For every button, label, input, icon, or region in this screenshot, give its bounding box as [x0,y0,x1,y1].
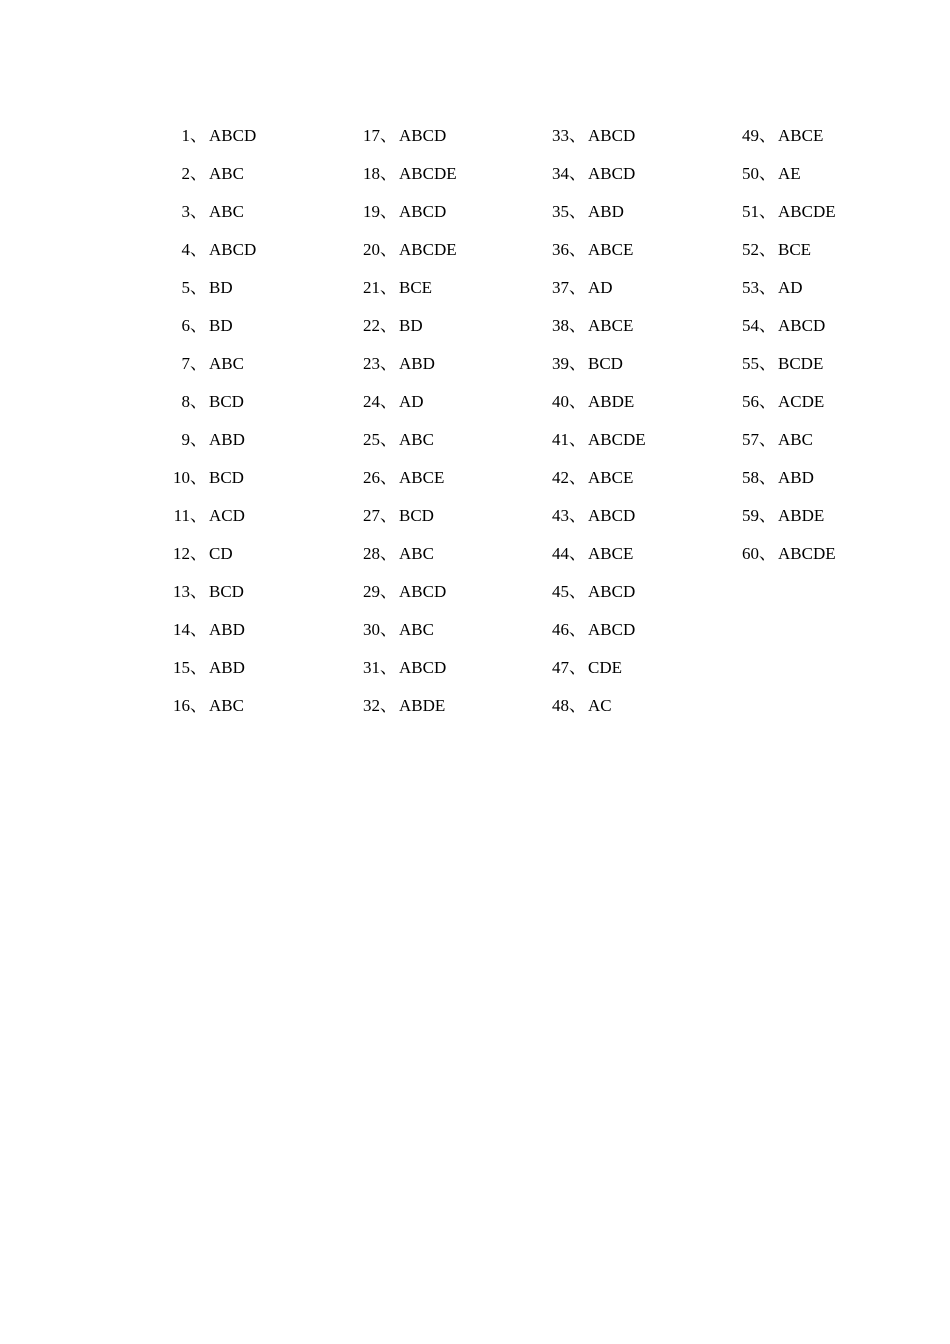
answer-choices: CD [209,544,233,563]
question-number: 44 [552,544,569,563]
answer-item [729,307,909,345]
number-separator: 、 [380,582,397,601]
answer-item [350,269,530,307]
answer-column-1 [160,117,340,725]
answer-item [729,155,909,193]
answer-item [539,269,719,307]
answer-item [539,345,719,383]
question-number: 16 [173,696,190,715]
number-separator: 、 [380,544,397,563]
answer-choices: ABD [209,430,245,449]
question-number: 15 [173,658,190,677]
answer-choices: ABC [209,202,244,221]
answer-choices: BD [399,316,423,335]
answer-item [539,611,719,649]
answer-choices: AD [399,392,424,411]
number-separator: 、 [190,240,207,259]
question-number: 60 [742,544,759,563]
answer-item [729,231,909,269]
number-separator: 、 [190,354,207,373]
question-number: 1 [181,126,190,145]
number-separator: 、 [759,544,776,563]
question-number: 43 [552,506,569,525]
number-separator: 、 [190,696,207,715]
question-number: 26 [363,468,380,487]
answer-item [729,383,909,421]
question-number: 36 [552,240,569,259]
question-number: 50 [742,164,759,183]
number-separator: 、 [380,468,397,487]
number-separator: 、 [380,392,397,411]
answer-item [729,535,909,573]
question-number: 56 [742,392,759,411]
question-number: 27 [363,506,380,525]
number-separator: 、 [569,506,586,525]
answer-item [539,155,719,193]
answer-item [160,193,340,231]
answer-choices: ABCD [399,126,447,145]
answer-choices: ABCE [588,468,634,487]
number-separator: 、 [190,468,207,487]
number-separator: 、 [759,392,776,411]
answer-item [729,193,909,231]
answer-item [350,307,530,345]
answer-choices: ABCDE [778,202,836,221]
answer-item [160,117,340,155]
answer-item [539,497,719,535]
answer-choices: ABCE [778,126,824,145]
answer-item [539,459,719,497]
number-separator: 、 [759,468,776,487]
answer-choices: BCD [209,392,244,411]
question-number: 33 [552,126,569,145]
answer-item [539,307,719,345]
number-separator: 、 [380,164,397,183]
number-separator: 、 [380,316,397,335]
answer-choices: CDE [588,658,622,677]
question-number: 42 [552,468,569,487]
answer-item [539,193,719,231]
question-number: 48 [552,696,569,715]
answer-choices: BCD [588,354,623,373]
answer-choices: BCDE [778,354,824,373]
answer-item [350,421,530,459]
number-separator: 、 [190,316,207,335]
answer-choices: ABDE [778,506,825,525]
number-separator: 、 [569,278,586,297]
question-number: 12 [173,544,190,563]
answer-choices: ABD [399,354,435,373]
number-separator: 、 [380,240,397,259]
answer-item [539,687,719,725]
answer-choices: ABCE [588,316,634,335]
question-number: 21 [363,278,380,297]
question-number: 11 [173,506,190,525]
answer-choices: BCE [778,240,812,259]
number-separator: 、 [380,620,397,639]
answer-item [350,535,530,573]
answer-choices: ABC [209,696,244,715]
number-separator: 、 [190,582,207,601]
question-number: 22 [363,316,380,335]
number-separator: 、 [759,126,776,145]
number-separator: 、 [569,354,586,373]
answer-item [350,117,530,155]
question-number: 20 [363,240,380,259]
answer-choices: BCE [399,278,433,297]
number-separator: 、 [569,316,586,335]
answer-item [160,383,340,421]
question-number: 25 [363,430,380,449]
answer-choices: AD [778,278,803,297]
question-number: 53 [742,278,759,297]
answer-choices: ABCD [588,620,636,639]
answer-item [160,573,340,611]
number-separator: 、 [759,278,776,297]
answer-choices: ABCD [399,202,447,221]
number-separator: 、 [569,696,586,715]
question-number: 39 [552,354,569,373]
number-separator: 、 [569,582,586,601]
answer-choices: AC [588,696,612,715]
question-number: 37 [552,278,569,297]
number-separator: 、 [380,354,397,373]
answer-choices: BCD [209,582,244,601]
question-number: 3 [181,202,190,221]
answer-choices: ABC [209,354,244,373]
answer-item [160,421,340,459]
answer-choices: ABCD [209,126,257,145]
answer-item [350,193,530,231]
answer-item [160,231,340,269]
question-number: 51 [742,202,759,221]
answer-choices: ABCD [588,126,636,145]
answer-item [160,345,340,383]
number-separator: 、 [190,278,207,297]
answer-item [350,611,530,649]
answer-item [729,269,909,307]
answer-item [729,459,909,497]
question-number: 35 [552,202,569,221]
answer-choices: BCD [209,468,244,487]
answer-choices: ABC [399,620,434,639]
question-number: 5 [181,278,190,297]
number-separator: 、 [569,126,586,145]
question-number: 17 [363,126,380,145]
answer-item [539,649,719,687]
question-number: 46 [552,620,569,639]
answer-choices: ABDE [399,696,446,715]
number-separator: 、 [569,240,586,259]
answer-item [729,497,909,535]
answer-item [539,573,719,611]
question-number: 18 [363,164,380,183]
answer-item [539,535,719,573]
answer-item [729,117,909,155]
question-number: 41 [552,430,569,449]
number-separator: 、 [190,620,207,639]
number-separator: 、 [569,468,586,487]
answer-choices: ABCDE [399,164,457,183]
question-number: 54 [742,316,759,335]
answer-choices: AE [778,164,801,183]
answer-item [350,573,530,611]
number-separator: 、 [569,544,586,563]
question-number: 2 [181,164,190,183]
question-number: 24 [363,392,380,411]
answer-choices: ABCD [399,658,447,677]
answer-item [160,155,340,193]
question-number: 9 [181,430,190,449]
question-number: 52 [742,240,759,259]
answer-choices: ABCD [588,164,636,183]
answer-item [350,497,530,535]
answer-choices: ABCE [399,468,445,487]
number-separator: 、 [190,430,207,449]
number-separator: 、 [569,658,586,677]
answer-item [350,155,530,193]
answer-item [160,497,340,535]
question-number: 49 [742,126,759,145]
answer-choices: ABD [588,202,624,221]
number-separator: 、 [380,202,397,221]
question-number: 32 [363,696,380,715]
answer-item [350,649,530,687]
answer-choices: ACDE [778,392,825,411]
number-separator: 、 [190,506,207,525]
question-number: 19 [363,202,380,221]
answer-item [350,345,530,383]
answer-choices: ABC [399,430,434,449]
answer-choices: ABC [209,164,244,183]
number-separator: 、 [380,278,397,297]
question-number: 6 [181,316,190,335]
answer-choices: ABCDE [778,544,836,563]
answer-choices: ABCDE [588,430,646,449]
answer-item [350,231,530,269]
answer-choices: ABCD [209,240,257,259]
number-separator: 、 [190,658,207,677]
question-number: 38 [552,316,569,335]
question-number: 58 [742,468,759,487]
answer-item [160,649,340,687]
number-separator: 、 [759,316,776,335]
number-separator: 、 [759,164,776,183]
answer-item [539,117,719,155]
number-separator: 、 [190,126,207,145]
answer-item [729,345,909,383]
answer-item [539,383,719,421]
answer-item [160,535,340,573]
answer-choices: ABCE [588,544,634,563]
answer-item [160,611,340,649]
number-separator: 、 [380,430,397,449]
answer-choices: ABC [399,544,434,563]
answer-choices: ABD [209,658,245,677]
answer-item [160,687,340,725]
number-separator: 、 [190,392,207,411]
number-separator: 、 [380,696,397,715]
answer-column-3 [539,117,719,725]
question-number: 29 [363,582,380,601]
answer-choices: ABDE [588,392,635,411]
question-number: 47 [552,658,569,677]
question-number: 7 [181,354,190,373]
answer-choices: AD [588,278,613,297]
number-separator: 、 [759,202,776,221]
question-number: 55 [742,354,759,373]
answer-choices: ABCD [588,582,636,601]
question-number: 45 [552,582,569,601]
number-separator: 、 [380,506,397,525]
answer-choices: ABC [778,430,813,449]
question-number: 4 [181,240,190,259]
question-number: 57 [742,430,759,449]
answer-item [160,459,340,497]
number-separator: 、 [190,164,207,183]
question-number: 59 [742,506,759,525]
answer-choices: ABCD [778,316,826,335]
answer-item [539,231,719,269]
answer-column-2 [350,117,530,725]
answer-item [350,383,530,421]
number-separator: 、 [759,506,776,525]
answer-item [350,687,530,725]
number-separator: 、 [759,354,776,373]
answer-column-4 [729,117,909,573]
answer-choices: ABD [778,468,814,487]
question-number: 8 [181,392,190,411]
answer-choices: BCD [399,506,434,525]
answer-choices: ABCE [588,240,634,259]
answer-item [160,269,340,307]
number-separator: 、 [569,164,586,183]
answer-item [160,307,340,345]
question-number: 23 [363,354,380,373]
question-number: 10 [173,468,190,487]
question-number: 34 [552,164,569,183]
question-number: 40 [552,392,569,411]
answer-choices: ACD [209,506,245,525]
number-separator: 、 [569,202,586,221]
answer-choices: ABCD [399,582,447,601]
number-separator: 、 [759,430,776,449]
answer-choices: BD [209,278,233,297]
answer-choices: ABD [209,620,245,639]
answer-choices: BD [209,316,233,335]
answer-item [729,421,909,459]
number-separator: 、 [380,126,397,145]
number-separator: 、 [569,392,586,411]
question-number: 30 [363,620,380,639]
number-separator: 、 [759,240,776,259]
number-separator: 、 [380,658,397,677]
answer-choices: ABCD [588,506,636,525]
number-separator: 、 [190,202,207,221]
answer-item [350,459,530,497]
question-number: 13 [173,582,190,601]
answer-item [539,421,719,459]
answer-choices: ABCDE [399,240,457,259]
question-number: 14 [173,620,190,639]
number-separator: 、 [190,544,207,563]
number-separator: 、 [569,620,586,639]
number-separator: 、 [569,430,586,449]
question-number: 28 [363,544,380,563]
question-number: 31 [363,658,380,677]
